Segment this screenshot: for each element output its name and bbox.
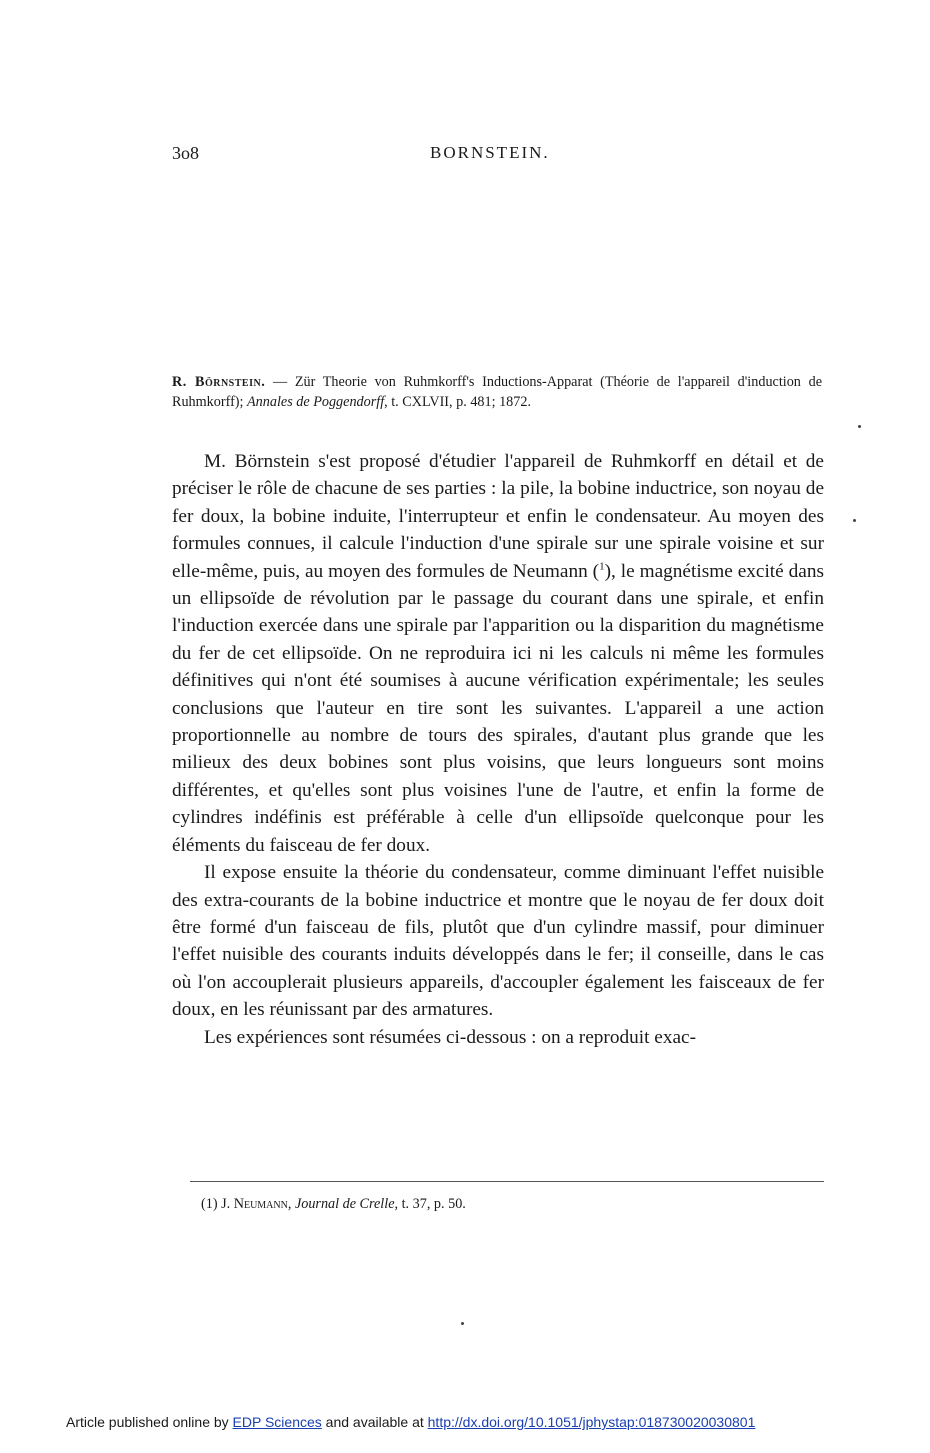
paragraph-2: Il expose ensuite la théorie du condensateur, comme diminuant l'effet nuisible des extra-courants de la bobine inductrice et montre que le noyau de fer doux doit être formé d'un faisceau de fils, plutôt que d'un cylindre massif, pour diminuer l'effet nuisible des courants induits développés dans le fer; il conseille, dans le cas où l'on accouplerait plusieurs appareils, d'accoupler également les faisceaux de fer doux, en les réunissant par des armatures. bbox=[172, 862, 824, 1021]
publisher-link[interactable]: EDP Sciences bbox=[232, 1414, 322, 1430]
paragraph-1 bbox=[172, 448, 824, 859]
footnote-volume: , t. 37, p. 50. bbox=[394, 1196, 466, 1212]
paragraph-3: Les expériences sont résumées ci-dessous : on a reproduit exac- bbox=[204, 1026, 697, 1048]
reference-author: R. Börnstein. bbox=[172, 374, 266, 390]
reference-volume: , t. CXLVII, p. 481; 1872. bbox=[384, 394, 532, 410]
paragraph-1-part-a: M. Börnstein s'est proposé d'étudier l'appareil de Ruhmkorff en détail et de préciser le rôle de chacune de ses parties : la pile, la bobine inductrice, son noyau de fer doux, la bobine induite, l'interrupteur et enfin le condensateur. Au moyen des formules connues, il calcule l'induction d'une spirale sur une spirale voisine et sur elle-même, puis, au moyen des formules de Neumann ( bbox=[172, 451, 824, 582]
scan-speck bbox=[853, 519, 856, 522]
footnote-marker: (1) bbox=[201, 1196, 218, 1212]
bibliographic-reference bbox=[172, 372, 822, 412]
running-head: BORNSTEIN. bbox=[430, 143, 550, 162]
publisher-prefix: Article published online by bbox=[66, 1414, 233, 1430]
paragraph-1-part-b: ), le magnétisme excité dans un ellipsoïde de révolution par le passage du courant dans une spirale, et enfin l'induction exercée dans une spirale par l'apparition ou la disparition du magnétisme du fer de cet ellipsoïde. On ne reproduira ici ni les calculs ni même les formules définitives qui n'ont été soumises à aucune vérification expérimentale; les seules conclusions que l'auteur en tire sont les suivantes. L'appareil a une action proportionnelle au nombre de tours des spirales, d'autant plus grande que les milieux des deux bobines sont plus voisins, que leurs longueurs sont moins différentes, et qu'elles sont plus voisines l'une de l'autre, et enfin la forme de cylindres indéfinis est préférable à celle d'un ellipsoïde quelconque pour les éléments du faisceau de fer doux. bbox=[172, 560, 824, 856]
page-number: 3o8 bbox=[172, 143, 199, 163]
footnote-author: J. Neumann bbox=[221, 1196, 288, 1212]
article-body bbox=[172, 448, 824, 1051]
reference-title: — Zür Theorie von Ruhmkorff's Inductions-Apparat (Théorie de l'appareil d'induction de Ruhmkorff); bbox=[172, 374, 822, 410]
footnote-journal: Journal de Crelle bbox=[294, 1196, 395, 1212]
scan-speck bbox=[858, 425, 861, 428]
footnote-separator: , bbox=[287, 1196, 295, 1212]
footnote-reference: 1 bbox=[599, 560, 605, 573]
scan-speck bbox=[461, 1322, 464, 1325]
footnote bbox=[201, 1196, 466, 1213]
reference-journal: Annales de Poggendorff bbox=[247, 394, 385, 410]
footnote-divider bbox=[190, 1181, 824, 1182]
publisher-middle: and available at bbox=[321, 1414, 428, 1430]
publisher-notice bbox=[66, 1414, 755, 1430]
doi-link[interactable]: http://dx.doi.org/10.1051/jphystap:018730020030801 bbox=[427, 1414, 756, 1430]
